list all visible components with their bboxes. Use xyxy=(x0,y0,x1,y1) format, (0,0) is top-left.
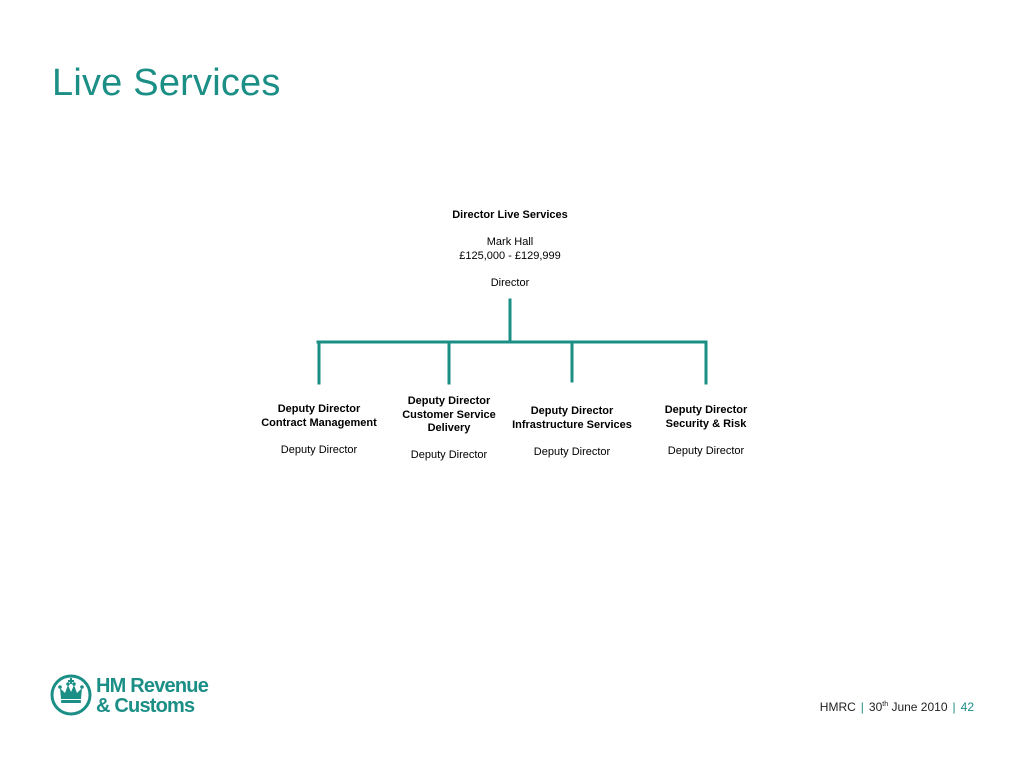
director-title: Director Live Services xyxy=(452,209,568,221)
deputy-title-line3: Delivery xyxy=(427,422,471,434)
deputy-grade: Deputy Director xyxy=(280,443,358,456)
deputy-node-security-risk xyxy=(636,404,776,458)
deputy-title-line1: Deputy Director xyxy=(664,404,748,416)
deputy-node-customer-service-delivery xyxy=(384,395,514,463)
director-salary: £125,000 - £129,999 xyxy=(459,249,561,262)
director-grade: Director xyxy=(490,276,530,289)
logo-line1: HM Revenue xyxy=(96,675,209,697)
deputy-node-infrastructure-services xyxy=(497,405,647,459)
footer-page-number: 42 xyxy=(960,700,974,714)
director-name: Mark Hall xyxy=(486,236,534,248)
deputy-title-line2: Infrastructure Services xyxy=(512,418,632,431)
footer-org: HMRC xyxy=(819,700,856,714)
deputy-title-line2: Customer Service xyxy=(402,408,496,421)
deputy-node-contract-management xyxy=(244,403,394,457)
deputy-grade: Deputy Director xyxy=(533,445,611,458)
footer-date-rest: June 2010 xyxy=(891,700,948,714)
logo-line2: & Customs xyxy=(96,695,195,717)
footer-separator: | xyxy=(952,700,956,714)
deputy-grade: Deputy Director xyxy=(410,449,488,461)
slide-title: Live Services xyxy=(52,62,281,104)
deputy-title-line2: Security & Risk xyxy=(665,417,747,430)
footer-date-day: 30 xyxy=(868,700,883,714)
deputy-title-line2: Contract Management xyxy=(261,416,377,429)
crown-icon xyxy=(50,672,94,718)
deputy-title-line1: Deputy Director xyxy=(530,405,614,417)
deputy-grade: Deputy Director xyxy=(667,444,745,457)
director-node xyxy=(420,209,600,290)
deputy-title-line1: Deputy Director xyxy=(407,395,491,407)
deputy-title-line1: Deputy Director xyxy=(277,403,361,415)
hmrc-logo-wordmark xyxy=(96,676,208,716)
footer-separator: | xyxy=(860,700,864,714)
slide-footer xyxy=(820,700,974,714)
footer-date-suffix: th xyxy=(882,701,889,708)
